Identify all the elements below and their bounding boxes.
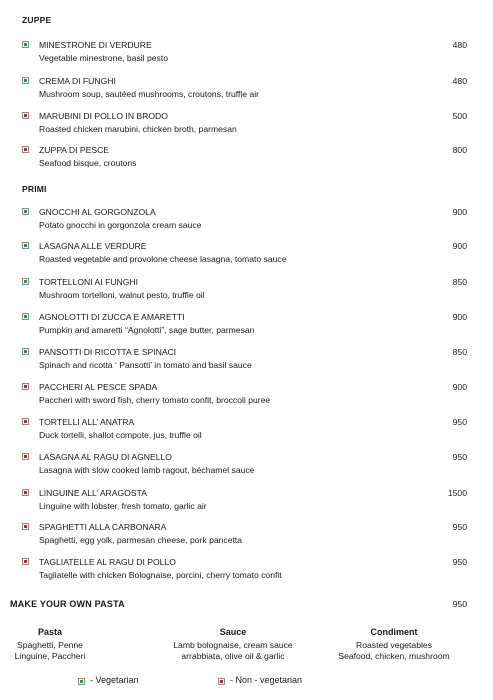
- item-price: 950: [452, 522, 467, 532]
- menu-item: [0, 277, 493, 307]
- veg-marker-icon: [22, 242, 29, 249]
- item-name: TORTELLI ALL’ ANATRA: [39, 417, 135, 427]
- menu-item: [0, 145, 493, 175]
- non-veg-marker-icon: [22, 523, 29, 530]
- sauce-column: [160, 627, 306, 662]
- item-description: Duck tortelli, shallot compote, jus, truffle oil: [39, 430, 202, 440]
- column-line: Linguine, Paccheri: [14, 651, 86, 661]
- veg-marker-icon: [22, 278, 29, 285]
- make-your-own-pasta-title: MAKE YOUR OWN PASTA: [10, 599, 125, 609]
- menu-item: [0, 312, 493, 342]
- section-title-primi: PRIMI: [22, 184, 47, 194]
- item-price: 900: [452, 207, 467, 217]
- item-name: LASAGNA ALLE VERDURE: [39, 241, 147, 251]
- item-name: GNOCCHI AL GORGONZOLA: [39, 207, 156, 217]
- legend-label: - Non - vegetarian: [230, 675, 303, 685]
- item-price: 900: [452, 382, 467, 392]
- menu-item: [0, 452, 493, 482]
- condiment-column: [324, 627, 464, 662]
- non-veg-marker-icon: [22, 112, 29, 119]
- veg-marker-icon: [22, 313, 29, 320]
- item-name: AGNOLOTTI DI ZUCCA E AMARETTI: [39, 312, 185, 322]
- item-price: 950: [452, 557, 467, 567]
- item-price: 900: [452, 312, 467, 322]
- item-price: 850: [452, 277, 467, 287]
- item-name: LASAGNA AL RAGU DI AGNELLO: [39, 452, 172, 462]
- item-price: 500: [452, 111, 467, 121]
- item-description: Pumpkin and amaretti “Agnolotti”, sage butter, parmesan: [39, 325, 255, 335]
- item-description: Roasted chicken marubini, chicken broth, parmesan: [39, 124, 237, 134]
- non-veg-marker-icon: [218, 678, 225, 685]
- item-price: 480: [452, 76, 467, 86]
- item-description: Vegetable minestrone, basil pesto: [39, 53, 168, 63]
- non-veg-marker-icon: [22, 453, 29, 460]
- menu-item: [0, 76, 493, 106]
- item-price: 480: [452, 40, 467, 50]
- column-line: Lamb bolognaise, cream sauce: [173, 640, 293, 650]
- non-veg-marker-icon: [22, 418, 29, 425]
- menu-item: [0, 382, 493, 412]
- menu-item: [0, 241, 493, 271]
- item-name: SPAGHETTI ALLA CARBONARA: [39, 522, 167, 532]
- item-name: PANSOTTI DI RICOTTA E SPINACI: [39, 347, 177, 357]
- column-line: arrabbiata, olive oil & garlic: [181, 651, 285, 661]
- column-header: Sauce: [219, 627, 247, 637]
- veg-marker-icon: [22, 348, 29, 355]
- item-description: Mushroom soup, sautéed mushrooms, croutons, truffle air: [39, 89, 260, 99]
- menu-item: [0, 488, 493, 518]
- menu-item: [0, 111, 493, 141]
- item-description: Paccheri with sword fish, cherry tomato confit, broccoli puree: [39, 395, 271, 405]
- menu-item: [0, 207, 493, 237]
- item-description: Potato gnocchi in gorgonzola cream sauce: [39, 220, 202, 230]
- item-price: 800: [452, 145, 467, 155]
- column-line: Seafood, chicken, mushroom: [338, 651, 450, 661]
- veg-marker-icon: [22, 208, 29, 215]
- item-price: 950: [452, 417, 467, 427]
- item-price: 850: [452, 347, 467, 357]
- item-name: LINGUINE ALL’ ARAGOSTA: [39, 488, 147, 498]
- menu-item: [0, 522, 493, 552]
- non-veg-marker-icon: [22, 558, 29, 565]
- column-line: Roasted vegetables: [356, 640, 432, 650]
- veg-marker-icon: [22, 41, 29, 48]
- item-name: PACCHERI AL PESCE SPADA: [39, 382, 158, 392]
- item-name: CREMA DI FUNGHI: [39, 76, 116, 86]
- menu-item: [0, 40, 493, 70]
- item-name: MARUBINI DI POLLO IN BRODO: [39, 111, 168, 121]
- item-description: Spinach and ricotta ‘ Pansotti’ in tomato and basil sauce: [39, 360, 252, 370]
- item-price: 950: [452, 452, 467, 462]
- item-name: TORTELLONI AI FUNGHI: [39, 277, 139, 287]
- section-title-zuppe: ZUPPE: [22, 15, 52, 25]
- column-line: Spaghetti, Penne: [17, 640, 83, 650]
- item-description: Mushroom tortelloni, walnut pesto, truffle oil: [39, 290, 205, 300]
- item-description: Roasted vegetable and provolone cheese lasagna, tomato sauce: [39, 254, 287, 264]
- veg-marker-icon: [22, 77, 29, 84]
- non-veg-marker-icon: [22, 146, 29, 153]
- menu-item: [0, 417, 493, 447]
- non-veg-marker-icon: [22, 489, 29, 496]
- item-description: Tagliatelle with chicken Bolognaise, porcini, cherry tomato confit: [39, 570, 282, 580]
- column-header: Pasta: [37, 627, 63, 637]
- item-description: Seafood bisque, croutons: [39, 158, 137, 168]
- item-description: Linguine with lobster, fresh tomato, garlic air: [39, 501, 207, 511]
- pasta-column: [6, 627, 94, 662]
- menu-item: [0, 557, 493, 587]
- non-veg-marker-icon: [22, 383, 29, 390]
- item-name: TAGLIATELLE AL RAGU DI POLLO: [39, 557, 176, 567]
- column-header: Condiment: [370, 627, 418, 637]
- legend-label: - Vegetarian: [90, 675, 139, 685]
- item-name: ZUPPA DI PESCE: [39, 145, 110, 155]
- item-description: Lasagna with slow cooked lamb ragout, béchamel sauce: [39, 465, 255, 475]
- item-price: 900: [452, 241, 467, 251]
- veg-marker-icon: [78, 678, 85, 685]
- item-name: MINESTRONE DI VERDURE: [39, 40, 152, 50]
- menu-item: [0, 347, 493, 377]
- make-your-own-pasta-price: 950: [452, 599, 467, 609]
- item-price: 1500: [447, 488, 467, 498]
- item-description: Spaghetti, egg yolk, parmesan cheese, pork pancetta: [39, 535, 243, 545]
